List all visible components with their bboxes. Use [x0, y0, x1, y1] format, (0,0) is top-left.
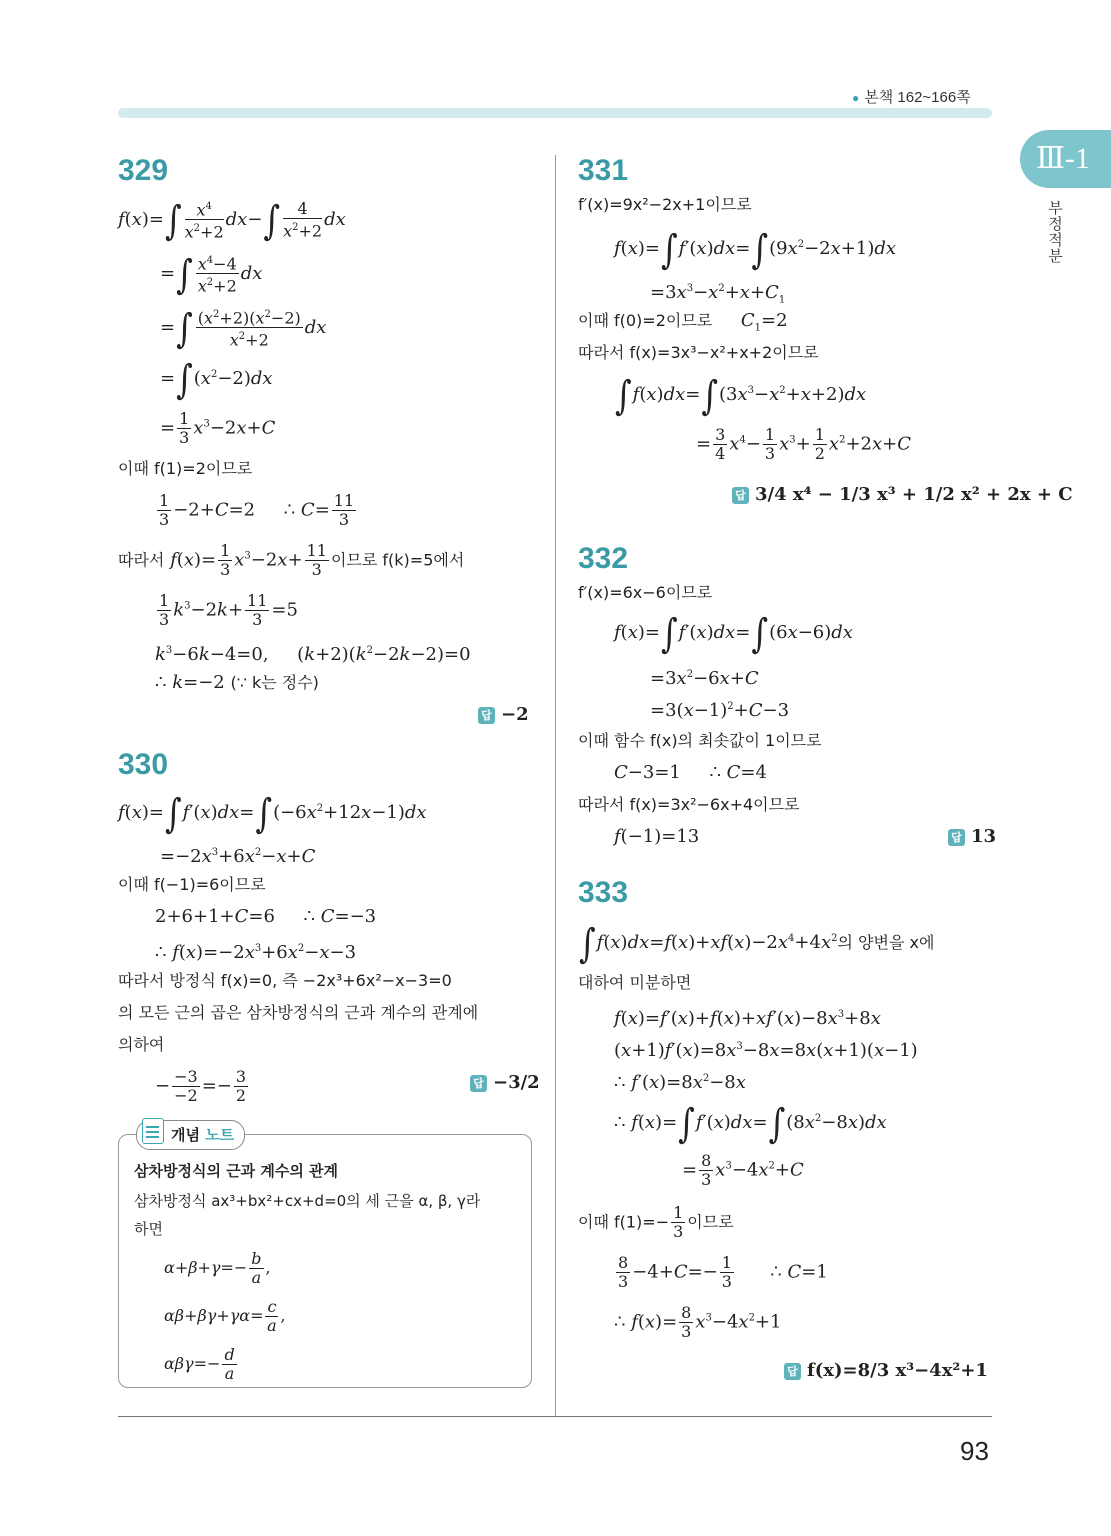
- eq-329-9: $k^3-6k-4=0$, $(k+2)(k^2-2k-2)=0$: [155, 644, 471, 665]
- eq-331-4: $\int f(x)dx=\int(3x^3-x^2+x+2)dx$: [615, 371, 867, 419]
- section-label: 부정적분: [1046, 200, 1063, 264]
- eq-333-5: ∴ $f(x)=\int f'(x)dx=\int(8x^2-8x)dx$: [614, 1099, 887, 1147]
- eq-331-1: $f(x)=\int f'(x)dx=\int(9x^2-2x+1)dx$: [614, 225, 897, 273]
- eq-329-10: ∴ k=−2 (∵ k는 정수): [155, 672, 319, 693]
- eq-333-8: $\frac{8}{3}$ −4+C=− $\frac{1}{3}$ ∴ C=1: [618, 1253, 828, 1291]
- eq-333-4: ∴ $f'(x)=8x^2-8x$: [614, 1072, 746, 1093]
- eq-331-3: 이때 f(0)=2이므로 $C_1=2$: [578, 310, 788, 334]
- text-332-then: 따라서 f(x)=3x²−6x+4이므로: [578, 795, 800, 814]
- eq-330-5: − $\frac{-3}{-2}$ =− $\frac{3}{2}$: [155, 1067, 247, 1105]
- eq-333-6: = $\frac{8}{3}$ $x^3-4x^2+C$: [682, 1151, 804, 1189]
- eq-333-1: $\int f(x)dx=f(x)+xf(x)-2x^4+4x^2$의 양변을 x에: [579, 919, 935, 967]
- concept-note-tab: 개념 노트: [136, 1120, 245, 1150]
- problem-number-332: 332: [578, 542, 629, 575]
- eq-331-2: $=3x^3-x^2+x+C_1$: [650, 282, 786, 306]
- eq-332-2: $=3x^2-6x+C$: [650, 668, 759, 689]
- eq-331-5: = $\frac{3}{4}$ $x^4-$ $\frac{1}{3}$ $x^3+$ $\frac{1}{2}$ $x^2+2x+C$: [696, 425, 912, 463]
- problem-number-333: 333: [578, 876, 629, 909]
- eq-329-8: $\frac{1}{3}$ $k^3-2k+$ $\frac{11}{3}$ =5: [159, 591, 298, 629]
- text-331-1: f′(x)=9x²−2x+1이므로: [578, 195, 752, 214]
- answer-badge: 답: [948, 829, 965, 846]
- concept-note-title: 삼차방정식의 근과 계수의 관계: [134, 1162, 339, 1180]
- answer-331: 답 3/4 x⁴ − 1/3 x³ + 1/2 x² + 2x + C: [732, 484, 1073, 505]
- eq-332-5: f(−1)=13: [614, 826, 700, 847]
- text-330-3: 의하여: [118, 1035, 165, 1054]
- answer-badge: 답: [470, 1075, 487, 1092]
- notepad-icon: [142, 1118, 164, 1144]
- concept-note-body-2: 하면: [134, 1220, 163, 1238]
- answer-330: 답 −3/2: [470, 1072, 540, 1093]
- answer-badge: 답: [784, 1363, 801, 1380]
- eq-332-3: $=3(x-1)^2+C-3$: [650, 700, 790, 721]
- formula-product: αβγ=− $\frac{d}{a}$: [164, 1345, 235, 1383]
- eq-330-2: $=-2x^3+6x^2-x+C$: [160, 846, 316, 867]
- text-329-cond: 이때 f(1)=2이므로: [118, 459, 253, 478]
- text-330-1: 따라서 방정식 f(x)=0, 즉 −2x³+6x²−x−3=0: [118, 971, 452, 990]
- eq-329-6: $\frac{1}{3}$ −2+C=2 ∴ C= $\frac{11}{3}$: [159, 491, 355, 529]
- eq-333-9: ∴ f(x)= $\frac{8}{3}$ $x^3-4x^2+1$: [614, 1303, 782, 1341]
- answer-badge: 답: [478, 707, 495, 724]
- text-332-cond: 이때 함수 f(x)의 최솟값이 1이므로: [578, 731, 822, 750]
- text-330-2: 의 모든 근의 곱은 삼차방정식의 근과 계수의 관계에: [118, 1003, 479, 1022]
- problem-number-330: 330: [118, 748, 169, 781]
- answer-badge: 답: [732, 487, 749, 504]
- eq-329-3: =∫ $\frac{(x^2+2)(x^2-2)}{x^2+2}$ dx: [160, 304, 327, 352]
- text-330-cond: 이때 f(−1)=6이므로: [118, 875, 266, 894]
- eq-329-7: 따라서 f(x)= $\frac{1}{3}$ $x^3-2x+$ $\frac{11}{3}$ 이므로 f(k)=5에서: [118, 541, 465, 579]
- eq-330-3: 2+6+1+C=6 ∴ C=−3: [155, 906, 377, 927]
- text-333-2: 대하여 미분하면: [578, 973, 692, 992]
- page-reference: ● 본책 162~166쪽: [852, 89, 971, 106]
- page-number: 93: [960, 1436, 989, 1466]
- eq-330-1: $f(x)=\int f'(x)dx=\int(-6x^2+12x-1)dx$: [118, 789, 427, 837]
- eq-329-1: f(x)=∫ $\frac{x^4}{x^2+2}$ dx−∫ $\frac{4}{x^2+2}$ dx: [118, 196, 346, 244]
- text-331-then: 따라서 f(x)=3x³−x²+x+2이므로: [578, 343, 819, 362]
- eq-333-2: $f(x)=f'(x)+f(x)+xf'(x)-8x^3+8x$: [614, 1008, 881, 1029]
- formula-pair: αβ+βγ+γα= $\frac{c}{a}$ ,: [164, 1297, 286, 1335]
- chapter-tab: Ⅲ-1: [1020, 130, 1111, 188]
- footer-line: [118, 1416, 992, 1417]
- eq-329-5: = $\frac{1}{3}$ $x^3-2x+C$: [160, 409, 276, 447]
- problem-number-329: 329: [118, 154, 169, 187]
- column-divider: [555, 155, 556, 1417]
- header-bar: [118, 108, 992, 118]
- concept-note-body-1: 삼차방정식 ax³+bx²+cx+d=0의 세 근을 α, β, γ라: [134, 1192, 481, 1210]
- eq-330-4: ∴ $f(x)=-2x^3+6x^2-x-3$: [155, 942, 357, 963]
- eq-332-1: f(x)=∫f′(x)dx=∫(6x−6)dx: [614, 609, 853, 657]
- eq-329-4: $=\int(x^2-2)dx$: [160, 355, 273, 403]
- eq-333-3: $(x+1)f'(x)=8x^3-8x=8x(x+1)(x-1)$: [614, 1040, 918, 1061]
- text-332-1: f′(x)=6x−6이므로: [578, 583, 713, 602]
- eq-333-7: 이때 f(1)=− $\frac{1}{3}$ 이므로: [578, 1203, 734, 1241]
- answer-332: 답 13: [948, 826, 996, 847]
- formula-sum: α+β+γ=− $\frac{b}{a}$ ,: [164, 1249, 271, 1287]
- problem-number-331: 331: [578, 154, 629, 187]
- eq-329-2: =∫ $\frac{x^4-4}{x^2+2}$ dx: [160, 250, 263, 298]
- bullet-icon: ●: [852, 91, 860, 105]
- answer-329: 답 −2: [478, 704, 529, 725]
- eq-332-4: C−3=1 ∴ C=4: [614, 762, 767, 783]
- answer-333: 답 f(x)=8/3 x³−4x²+1: [784, 1360, 988, 1381]
